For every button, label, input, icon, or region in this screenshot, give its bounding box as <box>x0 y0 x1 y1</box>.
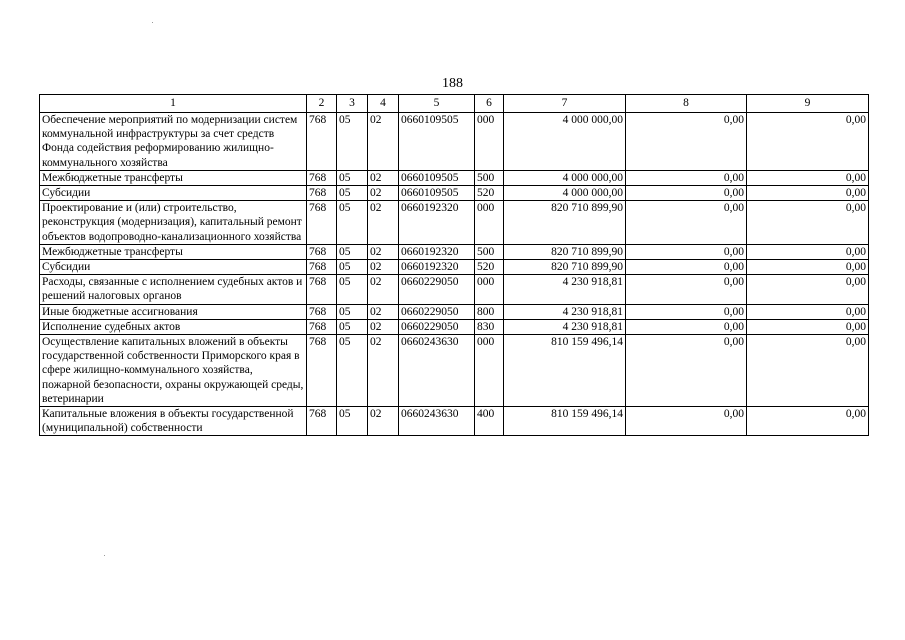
cell-amount-col8: 0,00 <box>626 335 747 407</box>
cell-amount-col7: 810 159 496,14 <box>504 335 626 407</box>
cell-amount-col8: 0,00 <box>626 275 747 304</box>
cell-amount-col8: 0,00 <box>626 113 747 171</box>
cell-target-code: 0660229050 <box>399 319 475 334</box>
cell-amount-col7: 820 710 899,90 <box>504 244 626 259</box>
column-header: 7 <box>504 95 626 113</box>
cell-target-code: 0660109505 <box>399 113 475 171</box>
table-row <box>40 335 869 407</box>
cell-amount-col7: 4 000 000,00 <box>504 186 626 201</box>
cell-amount-col7: 4 230 918,81 <box>504 304 626 319</box>
cell-amount-col7: 820 710 899,90 <box>504 260 626 275</box>
column-header: 3 <box>337 95 368 113</box>
cell-subsection-code: 02 <box>368 407 399 436</box>
table-row <box>40 113 869 171</box>
cell-target-code: 0660192320 <box>399 201 475 245</box>
table-row <box>40 319 869 334</box>
header-row <box>40 95 869 113</box>
row-description: Капитальные вложения в объекты государственной (муниципальной) собственности <box>40 407 307 436</box>
cell-subsection-code: 02 <box>368 244 399 259</box>
column-header: 1 <box>40 95 307 113</box>
cell-section-code: 05 <box>337 304 368 319</box>
cell-section-code: 05 <box>337 170 368 185</box>
cell-subsection-code: 02 <box>368 260 399 275</box>
cell-expense-type-code: 500 <box>475 244 504 259</box>
cell-ministry-code: 768 <box>307 319 337 334</box>
cell-section-code: 05 <box>337 201 368 245</box>
scan-speck <box>152 22 153 23</box>
cell-amount-col9: 0,00 <box>747 304 869 319</box>
cell-amount-col9: 0,00 <box>747 113 869 171</box>
cell-amount-col9: 0,00 <box>747 201 869 245</box>
column-header: 6 <box>475 95 504 113</box>
row-description: Обеспечение мероприятий по модернизации систем коммунальной инфраструктуры за счет средств Фонда содействия реформированию жилищно-коммунального хозяйства <box>40 113 307 171</box>
row-description: Расходы, связанные с исполнением судебных актов и решений налоговых органов <box>40 275 307 304</box>
cell-subsection-code: 02 <box>368 201 399 245</box>
column-header: 2 <box>307 95 337 113</box>
cell-target-code: 0660109505 <box>399 170 475 185</box>
row-description: Субсидии <box>40 260 307 275</box>
cell-target-code: 0660192320 <box>399 244 475 259</box>
cell-expense-type-code: 000 <box>475 113 504 171</box>
row-description: Субсидии <box>40 186 307 201</box>
column-header: 8 <box>626 95 747 113</box>
table-row <box>40 304 869 319</box>
cell-section-code: 05 <box>337 244 368 259</box>
cell-amount-col8: 0,00 <box>626 407 747 436</box>
cell-expense-type-code: 500 <box>475 170 504 185</box>
cell-amount-col8: 0,00 <box>626 319 747 334</box>
column-header: 4 <box>368 95 399 113</box>
row-description: Межбюджетные трансферты <box>40 170 307 185</box>
cell-section-code: 05 <box>337 275 368 304</box>
table-row <box>40 407 869 436</box>
cell-section-code: 05 <box>337 113 368 171</box>
cell-amount-col7: 4 000 000,00 <box>504 113 626 171</box>
table-row <box>40 186 869 201</box>
cell-subsection-code: 02 <box>368 319 399 334</box>
cell-expense-type-code: 000 <box>475 275 504 304</box>
cell-expense-type-code: 520 <box>475 260 504 275</box>
table-row <box>40 170 869 185</box>
cell-amount-col7: 4 000 000,00 <box>504 170 626 185</box>
cell-ministry-code: 768 <box>307 113 337 171</box>
table-row <box>40 260 869 275</box>
page-number: 188 <box>442 76 463 91</box>
cell-target-code: 0660192320 <box>399 260 475 275</box>
cell-amount-col7: 4 230 918,81 <box>504 275 626 304</box>
cell-amount-col9: 0,00 <box>747 186 869 201</box>
cell-amount-col9: 0,00 <box>747 170 869 185</box>
budget-table <box>39 94 869 436</box>
cell-amount-col8: 0,00 <box>626 304 747 319</box>
row-description: Осуществление капитальных вложений в объекты государственной собственности Приморского края в сфере жилищно-коммунального хозяйства, пожарной безопасности, охраны окружающей среды, ветеринарии <box>40 335 307 407</box>
table-row <box>40 244 869 259</box>
row-description: Проектирование и (или) строительство, реконструкция (модернизация), капитальный ремонт объектов водопроводно-канализационного хозяйства <box>40 201 307 245</box>
cell-amount-col9: 0,00 <box>747 319 869 334</box>
cell-subsection-code: 02 <box>368 113 399 171</box>
table-row <box>40 275 869 304</box>
cell-target-code: 0660229050 <box>399 304 475 319</box>
cell-ministry-code: 768 <box>307 304 337 319</box>
cell-ministry-code: 768 <box>307 260 337 275</box>
cell-amount-col8: 0,00 <box>626 170 747 185</box>
cell-subsection-code: 02 <box>368 275 399 304</box>
cell-expense-type-code: 400 <box>475 407 504 436</box>
cell-amount-col7: 820 710 899,90 <box>504 201 626 245</box>
cell-amount-col9: 0,00 <box>747 335 869 407</box>
cell-section-code: 05 <box>337 407 368 436</box>
cell-subsection-code: 02 <box>368 170 399 185</box>
cell-ministry-code: 768 <box>307 407 337 436</box>
cell-amount-col8: 0,00 <box>626 260 747 275</box>
cell-amount-col8: 0,00 <box>626 186 747 201</box>
cell-section-code: 05 <box>337 335 368 407</box>
cell-subsection-code: 02 <box>368 335 399 407</box>
cell-expense-type-code: 800 <box>475 304 504 319</box>
row-description: Исполнение судебных актов <box>40 319 307 334</box>
row-description: Иные бюджетные ассигнования <box>40 304 307 319</box>
table-row <box>40 201 869 245</box>
cell-amount-col9: 0,00 <box>747 275 869 304</box>
cell-ministry-code: 768 <box>307 186 337 201</box>
cell-ministry-code: 768 <box>307 244 337 259</box>
cell-section-code: 05 <box>337 260 368 275</box>
cell-target-code: 0660243630 <box>399 407 475 436</box>
cell-subsection-code: 02 <box>368 186 399 201</box>
cell-section-code: 05 <box>337 319 368 334</box>
cell-target-code: 0660229050 <box>399 275 475 304</box>
cell-target-code: 0660109505 <box>399 186 475 201</box>
cell-expense-type-code: 000 <box>475 335 504 407</box>
cell-ministry-code: 768 <box>307 335 337 407</box>
cell-amount-col8: 0,00 <box>626 244 747 259</box>
cell-amount-col7: 810 159 496,14 <box>504 407 626 436</box>
cell-ministry-code: 768 <box>307 201 337 245</box>
cell-ministry-code: 768 <box>307 170 337 185</box>
cell-ministry-code: 768 <box>307 275 337 304</box>
scan-speck <box>104 555 105 556</box>
cell-amount-col9: 0,00 <box>747 260 869 275</box>
cell-section-code: 05 <box>337 186 368 201</box>
cell-amount-col9: 0,00 <box>747 407 869 436</box>
column-header: 5 <box>399 95 475 113</box>
cell-amount-col9: 0,00 <box>747 244 869 259</box>
cell-expense-type-code: 830 <box>475 319 504 334</box>
cell-target-code: 0660243630 <box>399 335 475 407</box>
cell-subsection-code: 02 <box>368 304 399 319</box>
cell-amount-col8: 0,00 <box>626 201 747 245</box>
cell-amount-col7: 4 230 918,81 <box>504 319 626 334</box>
row-description: Межбюджетные трансферты <box>40 244 307 259</box>
cell-expense-type-code: 000 <box>475 201 504 245</box>
cell-expense-type-code: 520 <box>475 186 504 201</box>
column-header: 9 <box>747 95 869 113</box>
